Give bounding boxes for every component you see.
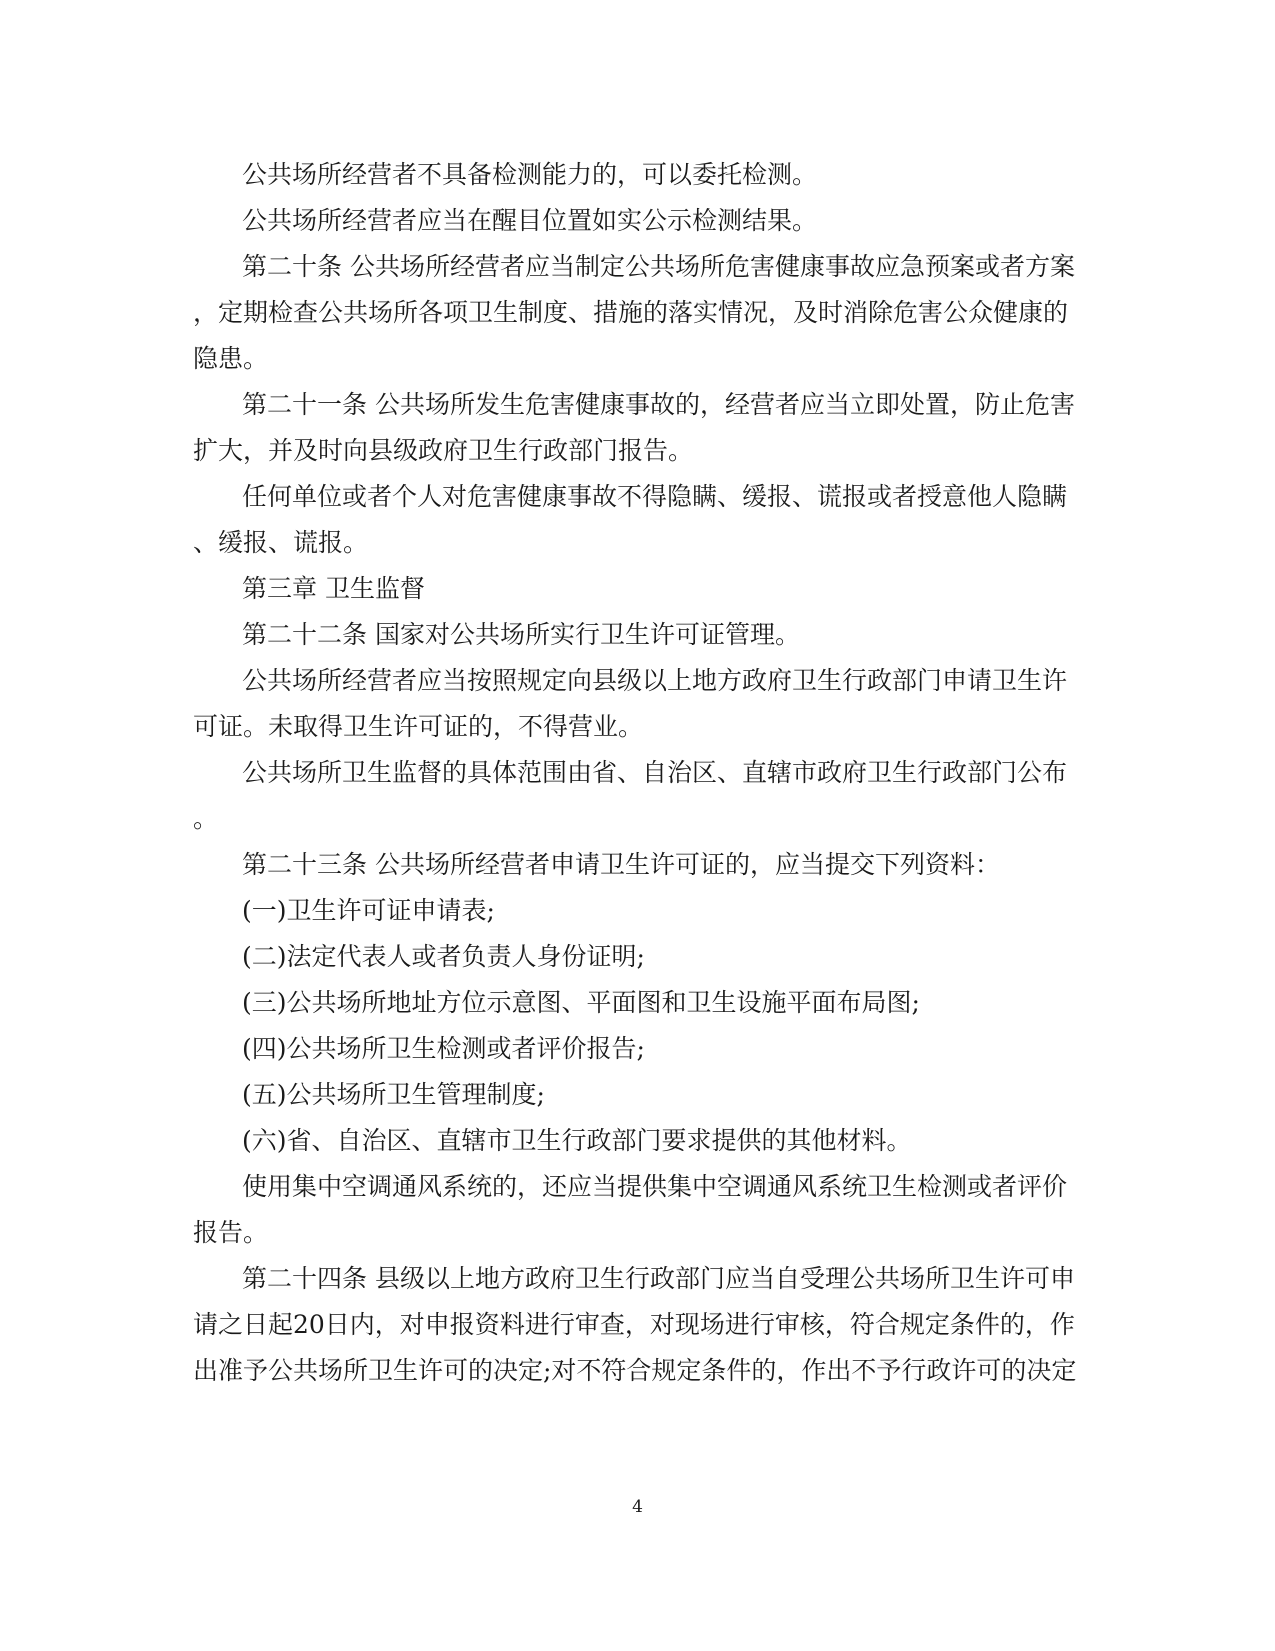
paragraph-line: 第二十一条 公共场所发生危害健康事故的，经营者应当立即处置，防止危害: [242, 390, 1075, 419]
list-item: (五)公共场所卫生管理制度;: [242, 1080, 545, 1109]
paragraph-line: 隐患。: [193, 344, 269, 373]
paragraph-line: 使用集中空调通风系统的，还应当提供集中空调通风系统卫生检测或者评价: [242, 1172, 1068, 1201]
paragraph-line: 。: [193, 804, 219, 833]
paragraph-line: 第二十三条 公共场所经营者申请卫生许可证的，应当提交下列资料：: [242, 850, 1000, 879]
paragraph-line: 可证。未取得卫生许可证的，不得营业。: [193, 712, 644, 741]
paragraph-line: 公共场所卫生监督的具体范围由省、自治区、直辖市政府卫生行政部门公布: [242, 758, 1068, 787]
paragraph-line: 第二十四条 县级以上地方政府卫生行政部门应当自受理公共场所卫生许可申: [242, 1264, 1075, 1293]
paragraph-line: 公共场所经营者不具备检测能力的，可以委托检测。: [242, 160, 818, 189]
chapter-heading: 第三章 卫生监督: [242, 574, 425, 603]
paragraph-line: 扩大，并及时向县级政府卫生行政部门报告。: [193, 436, 694, 465]
paragraph-line: 报告。: [193, 1218, 269, 1247]
list-item: (一)卫生许可证申请表;: [242, 896, 495, 925]
paragraph-line: 公共场所经营者应当按照规定向县级以上地方政府卫生行政部门申请卫生许: [242, 666, 1068, 695]
list-item: (六)省、自治区、直辖市卫生行政部门要求提供的其他材料。: [242, 1126, 912, 1155]
paragraph-line: 请之日起20日内，对申报资料进行审查，对现场进行审核，符合规定条件的，作: [193, 1310, 1075, 1339]
list-item: (三)公共场所地址方位示意图、平面图和卫生设施平面布局图;: [242, 988, 920, 1017]
paragraph-line: ，定期检查公共场所各项卫生制度、措施的落实情况，及时消除危害公众健康的: [193, 298, 1069, 327]
list-item: (四)公共场所卫生检测或者评价报告;: [242, 1034, 645, 1063]
paragraph-line: 第二十条 公共场所经营者应当制定公共场所危害健康事故应急预案或者方案: [242, 252, 1075, 281]
paragraph-line: 第二十二条 国家对公共场所实行卫生许可证管理。: [242, 620, 800, 649]
list-item: (二)法定代表人或者负责人身份证明;: [242, 942, 645, 971]
paragraph-line: 、缓报、谎报。: [193, 528, 369, 557]
page-number: 4: [632, 1497, 643, 1517]
paragraph-line: 公共场所经营者应当在醒目位置如实公示检测结果。: [242, 206, 818, 235]
paragraph-line: 任何单位或者个人对危害健康事故不得隐瞒、缓报、谎报或者授意他人隐瞒: [242, 482, 1068, 511]
paragraph-line: 出准予公共场所卫生许可的决定;对不符合规定条件的，作出不予行政许可的决定: [193, 1356, 1077, 1385]
